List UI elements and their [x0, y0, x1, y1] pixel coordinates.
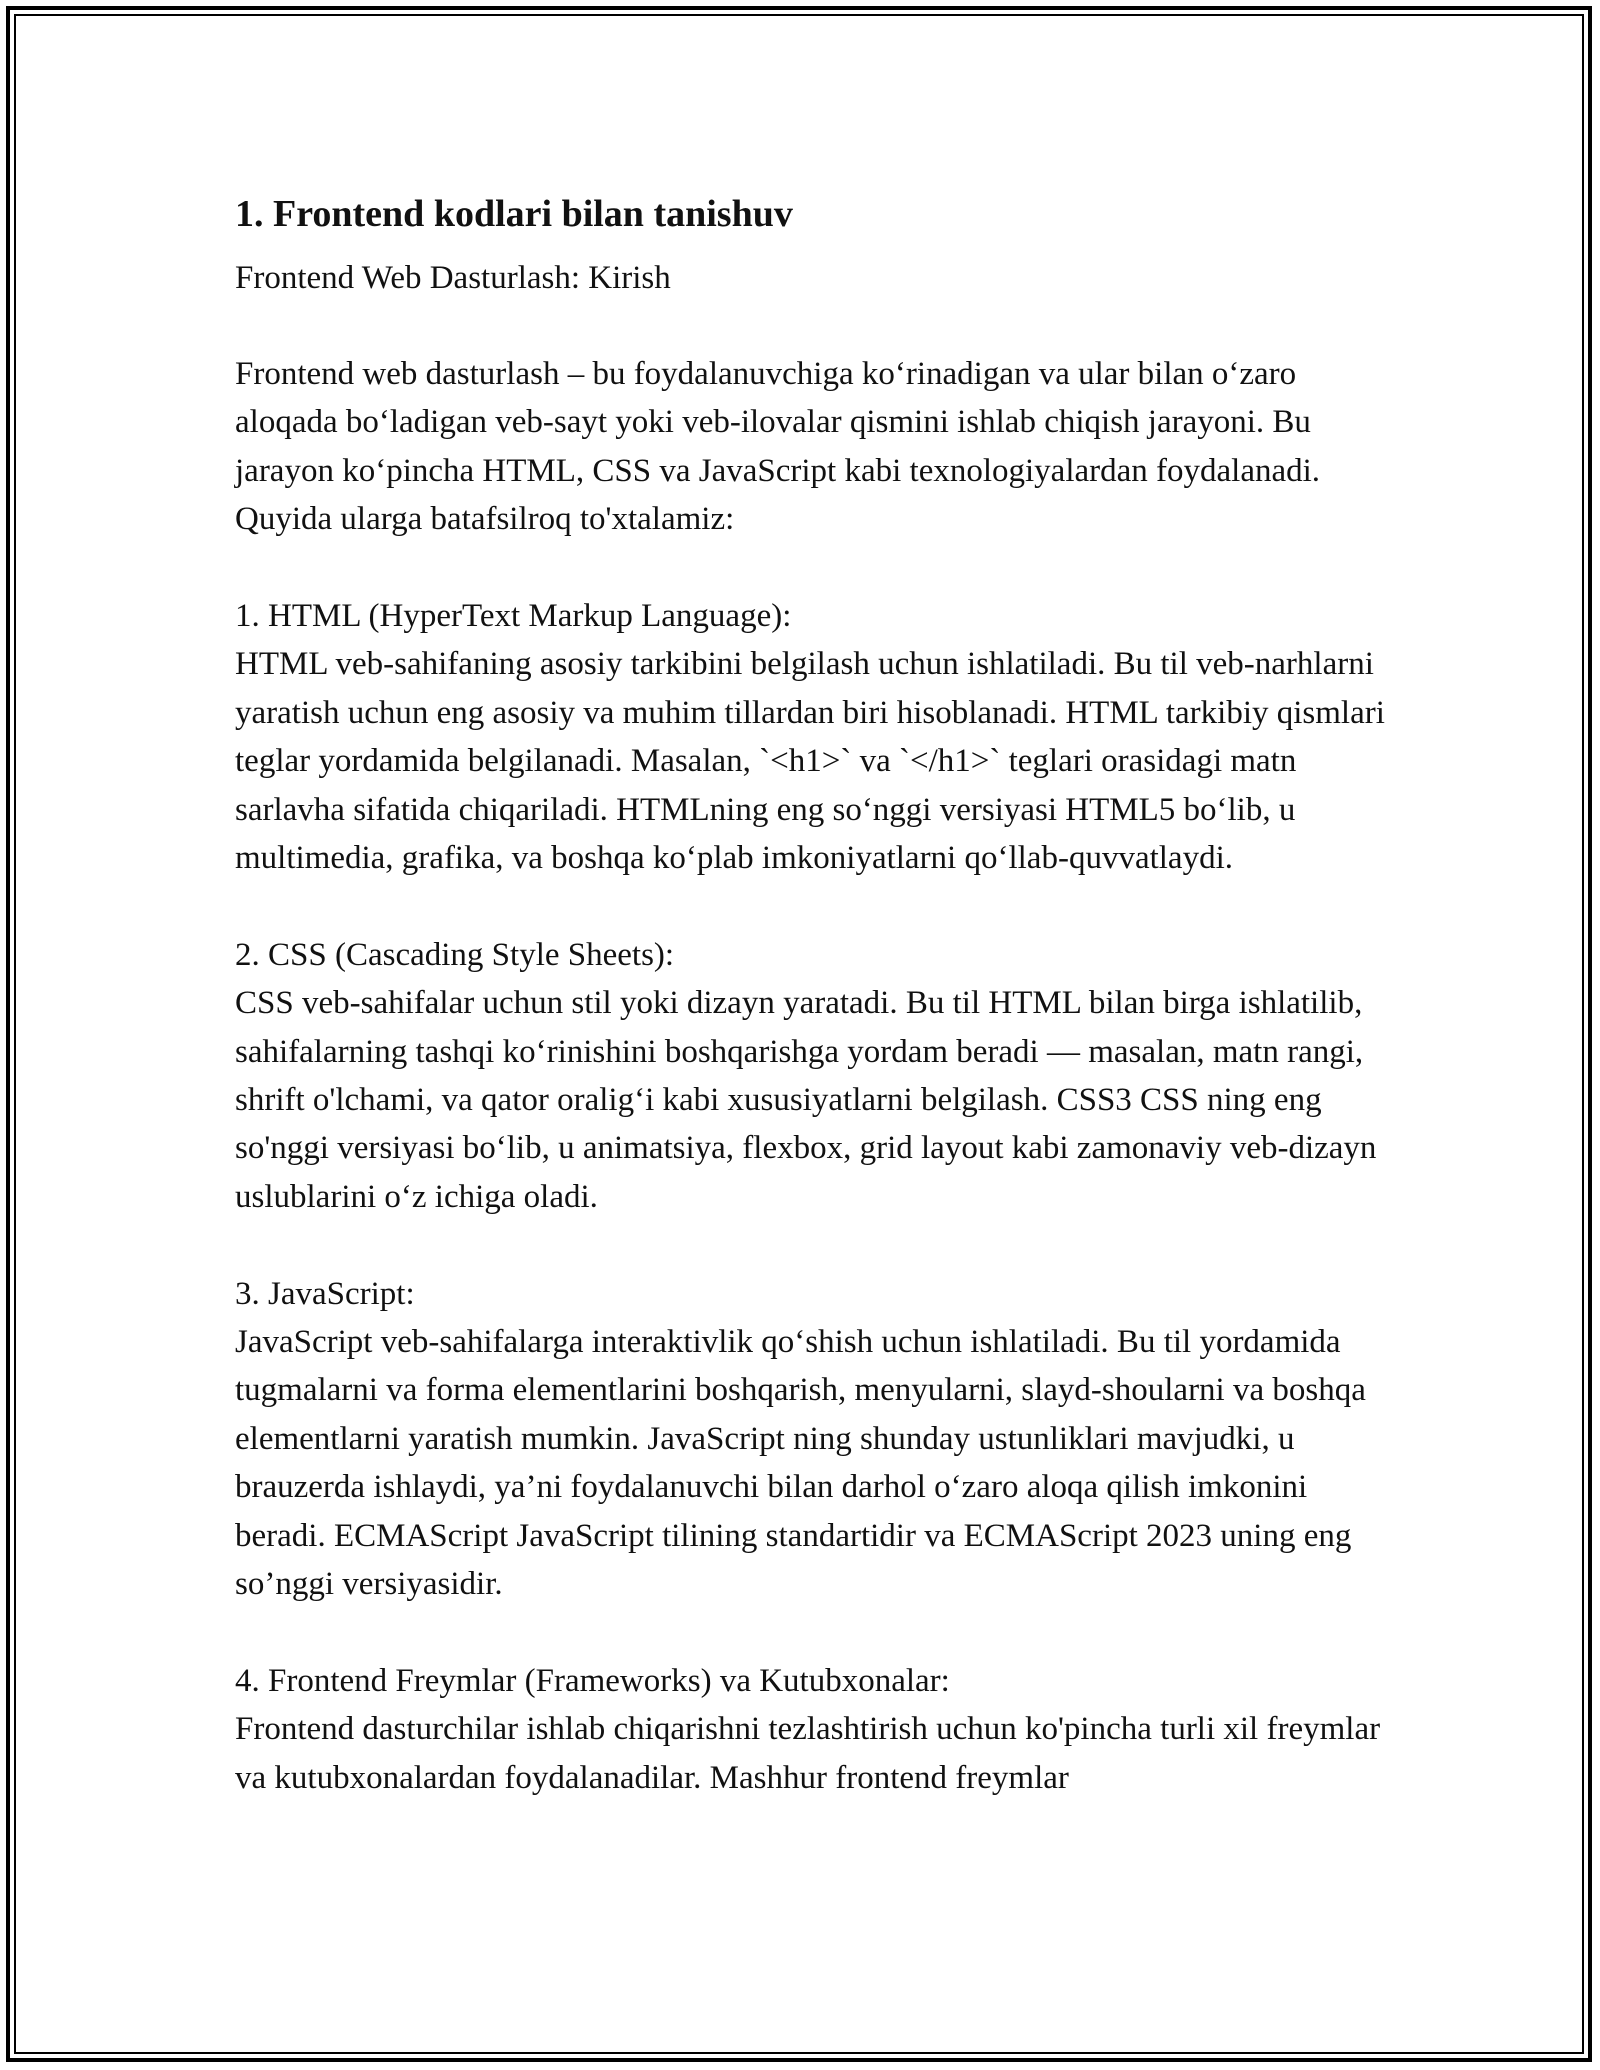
section-heading: 4. Frontend Freymlar (Frameworks) va Kutubxonalar:: [235, 1662, 950, 1699]
document-subtitle: Frontend Web Dasturlash: Kirish: [235, 260, 671, 296]
section-javascript: [235, 1270, 1385, 1609]
document-content: [235, 188, 1385, 1851]
section-css: [235, 931, 1385, 1221]
section-body: HTML veb-sahifaning asosiy tarkibini belgilash uchun ishlatiladi. Bu til veb-narhlarni yaratish uchun eng asosiy va muhim tillardan biri hisoblanadi. HTML tarkibiy qismlari teglar yordamida belgilanadi. Masalan, `<h1>` va `</h1>` teglari orasidagi matn sarlavha sifatida chiqariladi. HTMLning eng so‘nggi versiyasi HTML5 bo‘lib, u multimedia, grafika, va boshqa ko‘plab imkoniyatlarni qo‘llab-quvvatlaydi.: [235, 646, 1385, 877]
section-heading: 1. HTML (HyperText Markup Language):: [235, 598, 792, 635]
section-body: Frontend dasturchilar ishlab chiqarishni tezlashtirish uchun ko'pincha turli xil freymlar va kutubxonalardan foydalanadilar. Mashhur frontend freymlar: [235, 1711, 1381, 1796]
section-frameworks: [235, 1657, 1385, 1802]
section-body: CSS veb-sahifalar uchun stil yoki dizayn yaratadi. Bu til HTML bilan birga ishlatilib, sahifalarning tashqi ko‘rinishini boshqarishga yordam beradi — masalan, matn rangi, shrift o'lchami, va qator oralig‘i kabi xususiyatlarni belgilash. CSS3 CSS ning eng so'nggi versiyasi bo‘lib, u animatsiya, flexbox, grid layout kabi zamonaviy veb-dizayn uslublarini o‘z ichiga oladi.: [235, 985, 1377, 1215]
section-html: [235, 592, 1385, 882]
intro-paragraph: Frontend web dasturlash – bu foydalanuvchiga ko‘rinadigan va ular bilan o‘zaro aloqada bo‘ladigan veb-sayt yoki veb-ilovalar qismini ishlab chiqish jarayoni. Bu jarayon ko‘pincha HTML, CSS va JavaScript kabi texnologiyalardan foydalanadi. Quyida ularga batafsilroq to'xtalamiz:: [235, 356, 1321, 538]
section-heading: 3. JavaScript:: [235, 1275, 415, 1312]
document-title: 1. Frontend kodlari bilan tanishuv: [235, 193, 793, 235]
section-heading: 2. CSS (Cascading Style Sheets):: [235, 936, 675, 973]
section-body: JavaScript veb-sahifalarga interaktivlik qo‘shish uchun ishlatiladi. Bu til yordamida tugmalarni va forma elementlarini boshqarish, menyularni, slayd-shoularni va boshqa elementlarni yaratish mumkin. JavaScript ning shunday ustunliklari mavjudki, u brauzerda ishlaydi, ya’ni foydalanuvchi bilan darhol o‘zaro aloqa qilish imkonini beradi. ECMAScript JavaScript tilining standartidir va ECMAScript 2023 uning eng so’nggi versiyasidir.: [235, 1324, 1366, 1603]
